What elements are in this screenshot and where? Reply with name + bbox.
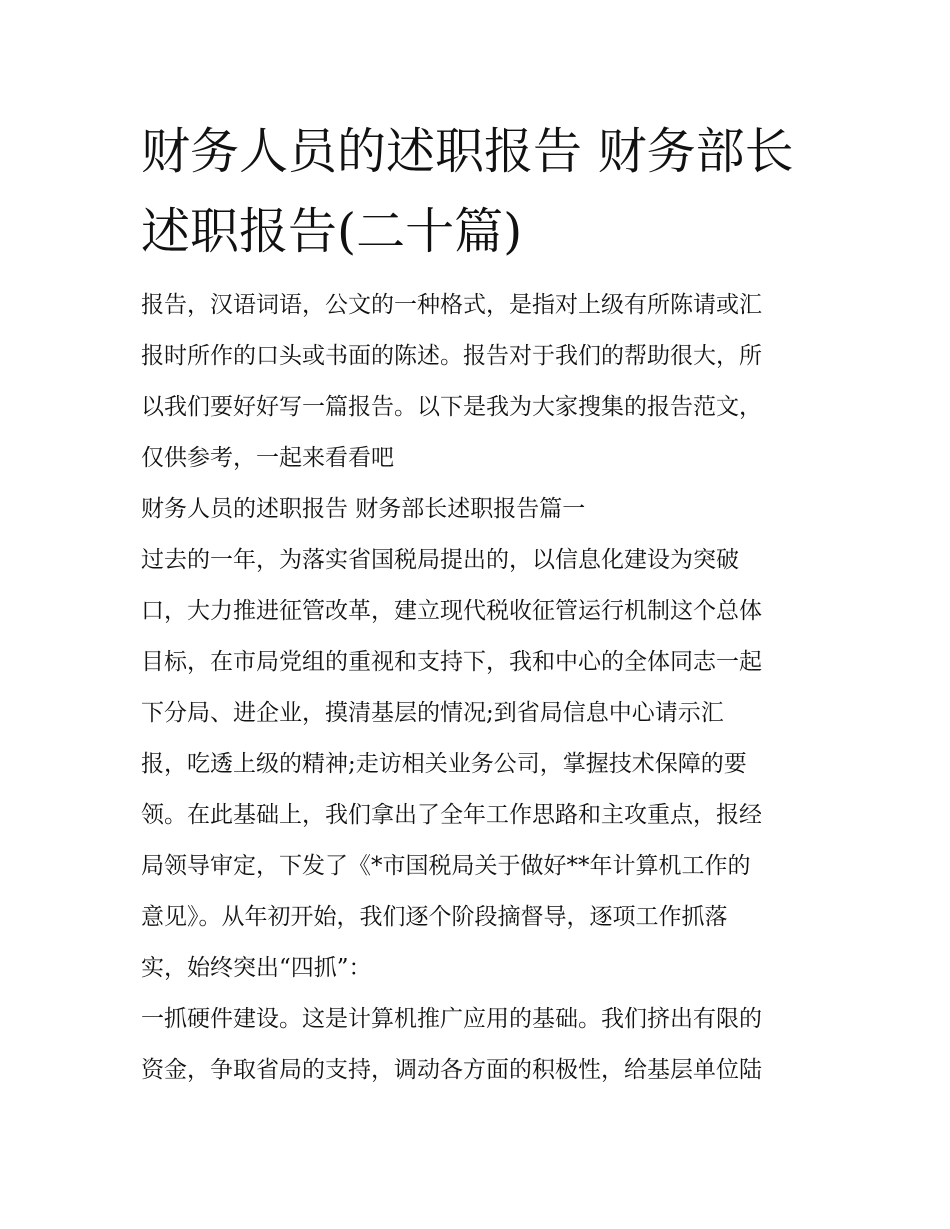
section-heading: 财务人员的述职报告 财务部长述职报告篇一 (141, 496, 586, 522)
body-line: 以我们要好好写一篇报告。以下是我为大家搜集的报告范文， (141, 394, 762, 420)
body-line: 报，吃透上级的精神;走访相关业务公司，掌握技术保障的要 (141, 751, 747, 777)
document-title (141, 112, 821, 272)
title-line: 述职报告(二十篇) (141, 203, 523, 260)
body-line: 实，始终突出“四抓”： (141, 955, 372, 981)
body-line: 仅供参考，一起来看看吧 (141, 445, 394, 471)
body-line: 下分局、进企业，摸清基层的情况;到省局信息中心请示汇 (141, 700, 724, 726)
body-line: 目标，在市局党组的重视和支持下，我和中心的全体同志一起 (141, 649, 762, 675)
body-line: 一抓硬件建设。这是计算机推广应用的基础。我们挤出有限的 (141, 1006, 762, 1032)
body-line: 报告，汉语词语，公文的一种格式，是指对上级有所陈请或汇 (141, 292, 762, 318)
document-body (141, 280, 821, 1096)
body-line: 局领导审定，下发了《*市国税局关于做好**年计算机工作的 (141, 853, 751, 879)
body-line: 口，大力推进征管改革，建立现代税收征管运行机制这个总体 (141, 598, 762, 624)
body-line: 报时所作的口头或书面的陈述。报告对于我们的帮助很大，所 (141, 343, 762, 369)
body-line: 领。在此基础上，我们拿出了全年工作思路和主攻重点，报经 (141, 802, 762, 828)
body-line: 过去的一年，为落实省国税局提出的，以信息化建设为突破 (141, 547, 739, 573)
body-line: 意见》。从年初开始，我们逐个阶段摘督导，逐项工作抓落 (141, 904, 728, 930)
title-line: 财务人员的述职报告 财务部长 (141, 123, 794, 180)
body-line: 资金，争取省局的支持，调动各方面的积极性，给基层单位陆 (141, 1057, 762, 1083)
